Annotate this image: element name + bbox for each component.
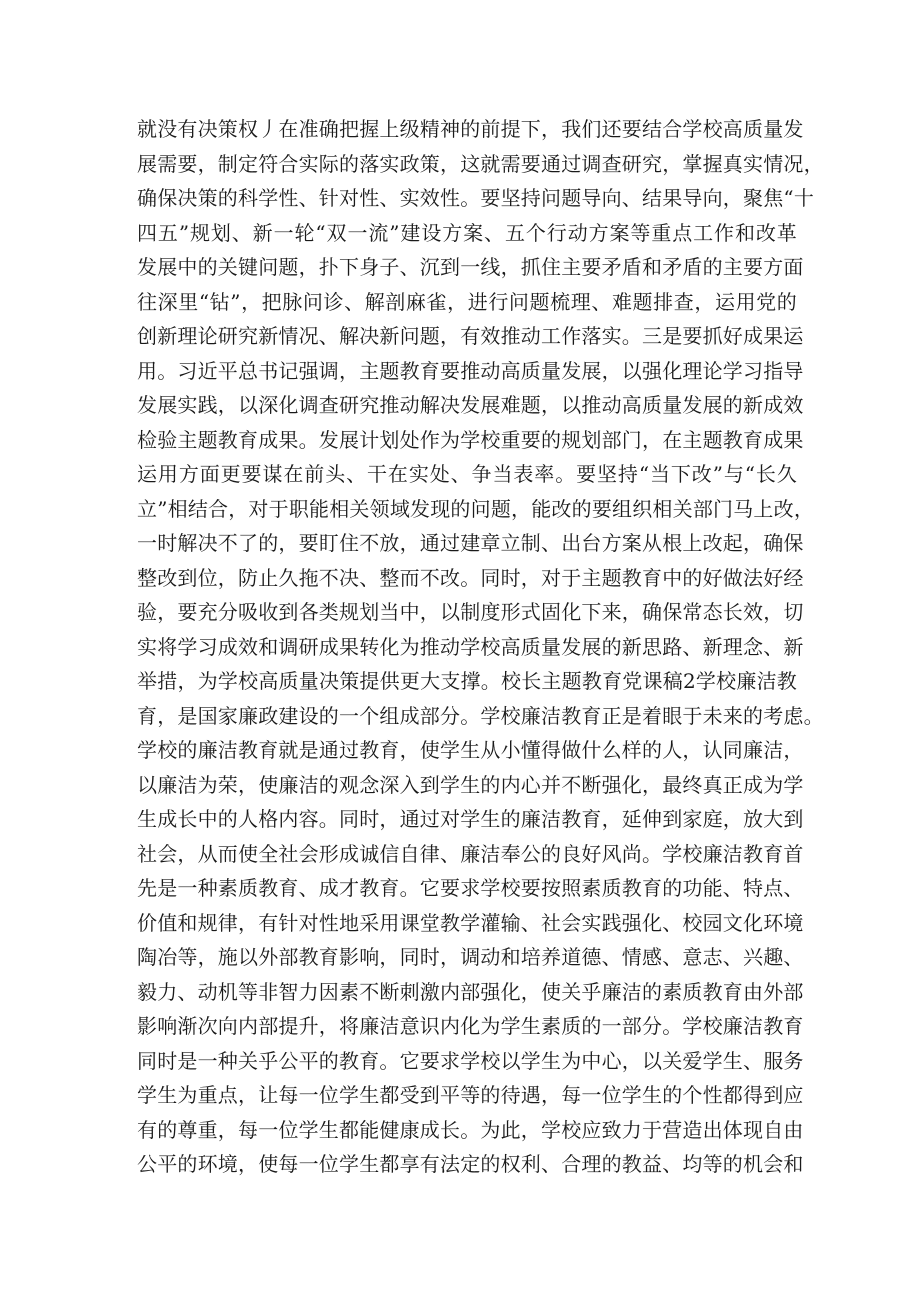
text-line: 发展实践，以深化调查研究推动解决发展难题，以推动高质量发展的新成效 — [137, 393, 804, 417]
text-line: 同时是一种关乎公平的教育。它要求学校以学生为中心，以关爱学生、服务 — [137, 1048, 804, 1073]
text-line: 社会，从而使全社会形成诚信自律、廉洁奉公的良好风尚。学校廉洁教育首 — [137, 841, 804, 866]
text-line: 一时解决不了的，要盯住不放，通过建章立制、出台方案从根上改起，确保 — [137, 531, 804, 555]
text-line: 毅力、动机等非智力因素不断刺激内部强化，使关乎廉洁的素质教育由外部 — [137, 979, 804, 1004]
text-line: 学生为重点，让每一位学生都受到平等的待遇，每一位学生的个性都得到应 — [137, 1083, 804, 1107]
text-line: 往深里“钻”，把脉问诊、解剖麻雀，进行问题梳理、难题排查，运用党的 — [137, 289, 797, 314]
text-line: 先是一种素质教育、成才教育。它要求学校要按照素质教育的功能、特点、 — [137, 876, 804, 900]
text-line: 有的尊重，每一位学生都能健康成长。为此，学校应致力于营造出体现自由 — [137, 1117, 804, 1142]
text-line: 确保决策的科学性、针对性、实效性。要坚持问题导向、结果导向，聚焦“十 — [137, 186, 815, 210]
text-line: 公平的环境，使每一位学生都享有法定的权利、合理的教益、均等的机会和 — [137, 1152, 804, 1176]
text-line: 陶冶等，施以外部教育影响，同时，调动和培养道德、情感、意志、兴趣、 — [137, 945, 804, 969]
text-line: 检验主题教育成果。发展计划处作为学校重要的规划部门，在主题教育成果 — [137, 427, 804, 452]
text-line: 生成长中的人格内容。同时，通过对学生的廉洁教育，延伸到家庭，放大到 — [137, 807, 804, 831]
text-line: 四五”规划、新一轮“双一流”建设方案、五个行动方案等重点工作和改革 — [137, 220, 797, 245]
text-line: 以廉洁为荣，使廉洁的观念深入到学生的内心并不断强化，最终真正成为学 — [137, 772, 804, 797]
text-line: 验，要充分吸收到各类规划当中，以制度形式固化下来，确保常态长效，切 — [137, 600, 804, 624]
text-line: 运用方面更要谋在前头、干在实处、争当表率。要坚持“当下改”与“长久 — [137, 462, 797, 486]
text-line: 发展中的关键问题，扑下身子、沉到一线，抓住主要矛盾和矛盾的主要方面 — [137, 255, 804, 279]
text-line: 用。习近平总书记强调，主题教育要推动高质量发展，以强化理论学习指导 — [137, 358, 804, 383]
text-line: 整改到位，防止久拖不决、整而不改。同时，对于主题教育中的好做法好经 — [137, 565, 804, 590]
text-line: 举措，为学校高质量决策提供更大支撑。校长主题教育党课稿2学校廉洁教 — [137, 669, 797, 693]
text-line: 影响渐次向内部提升，将廉洁意识内化为学生素质的一部分。学校廉洁教育 — [137, 1014, 804, 1038]
text-line: 展需要，制定符合实际的落实政策，这就需要通过调查研究，掌握真实情况， — [137, 151, 824, 176]
text-line: 价值和规律，有针对性地采用课堂教学灌输、社会实践强化、校园文化环境 — [137, 910, 804, 935]
text-line: 就没有决策权丿在准确把握上级精神的前提下，我们还要结合学校高质量发 — [137, 117, 804, 141]
text-line: 立”相结合，对于职能相关领域发现的问题，能改的要组织相关部门马上改， — [137, 496, 815, 521]
text-line: 育，是国家廉政建设的一个组成部分。学校廉洁教育正是着眼于未来的考虑。 — [137, 703, 824, 728]
text-line: 实将学习成效和调研成果转化为推动学校高质量发展的新思路、新理念、新 — [137, 634, 804, 659]
text-line: 创新理论研究新情况、解决新问题，有效推动工作落实。三是要抓好成果运 — [137, 324, 804, 348]
text-line: 学校的廉洁教育就是通过教育，使学生从小懂得做什么样的人，认同廉洁， — [137, 738, 804, 762]
body-text — [137, 112, 824, 1182]
